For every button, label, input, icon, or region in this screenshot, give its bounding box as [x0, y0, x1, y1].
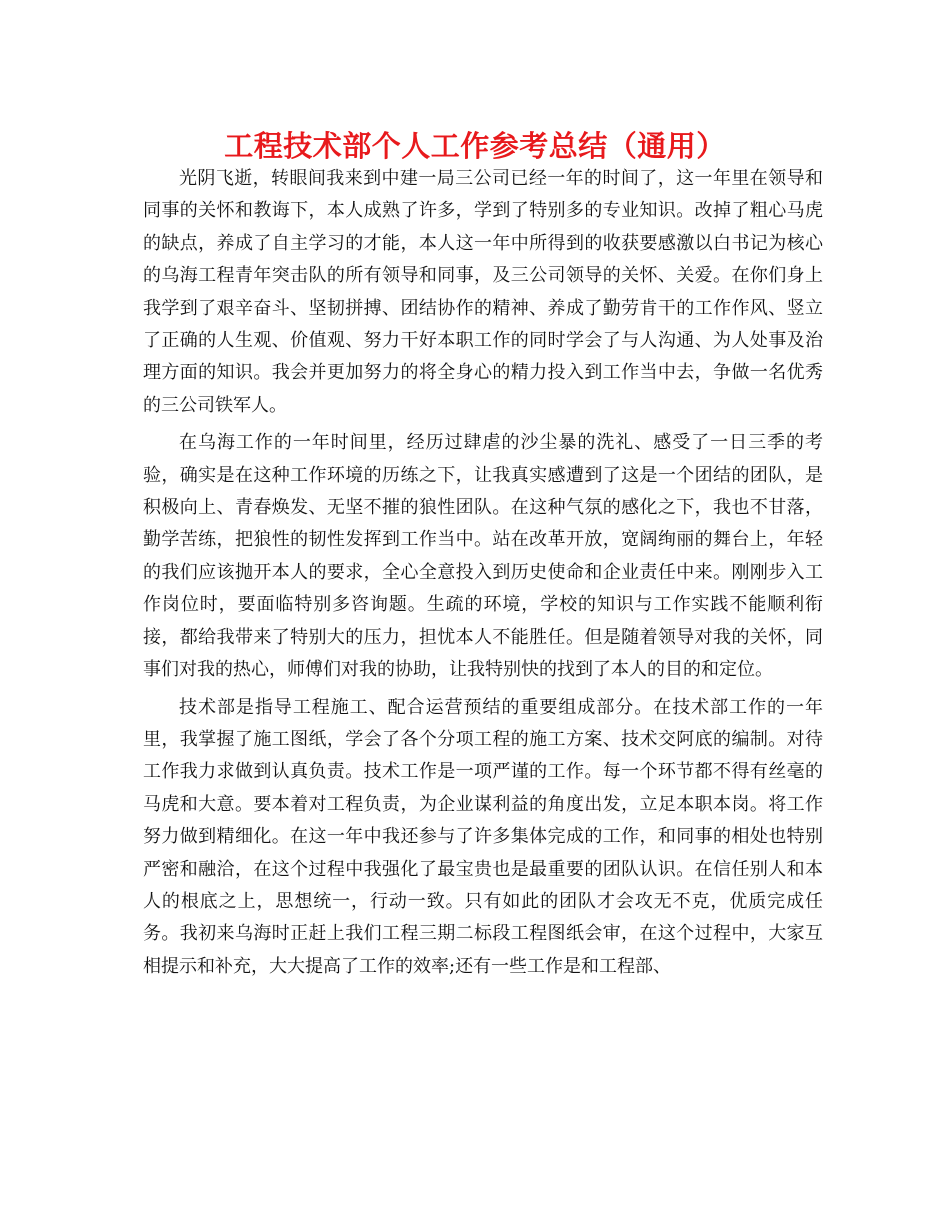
- document-body: [143, 163, 823, 988]
- body-paragraph-1: 光阴飞逝，转眼间我来到中建一局三公司已经一年的时间了，这一年里在领导和同事的关怀和教诲下，本人成熟了许多，学到了特别多的专业知识。改掉了粗心马虎的缺点，养成了自主学习的才能，本人这一年中所得到的收获要感激以白书记为核心的乌海工程青年突击队的所有领导和同事，及三公司领导的关怀、关爱。在你们身上我学到了艰辛奋斗、坚韧拼搏、团结协作的精神、养成了勤劳肯干的工作作风、竖立了正确的人生观、价值观、努力干好本职工作的同时学会了与人沟通、为人处事及治理方面的知识。我会并更加努力的将全身心的精力投入到工作当中去，争做一名优秀的三公司铁军人。: [143, 168, 823, 416]
- body-paragraph-2: 在乌海工作的一年时间里，经历过肆虐的沙尘暴的洗礼、感受了一日三季的考验，确实是在这种工作环境的历练之下，让我真实感遭到了这是一个团结的团队，是积极向上、青春焕发、无坚不摧的狼性团队。在这种气氛的感化之下，我也不甘落，勤学苦练，把狼性的韧性发挥到工作当中。站在改革开放，宽阔绚丽的舞台上，年轻的我们应该抛开本人的要求，全心全意投入到历史使命和企业责任中来。刚刚步入工作岗位时，要面临特别多咨询题。生疏的环境，学校的知识与工作实践不能顺利衔接，都给我带来了特别大的压力，担忧本人不能胜任。但是随着领导对我的关怀，同事们对我的热心，师傅们对我的协助，让我特别快的找到了本人的目的和定位。: [143, 432, 823, 681]
- body-paragraph-3: 技术部是指导工程施工、配合运营预结的重要组成部分。在技术部工作的一年里，我掌握了施工图纸，学会了各个分项工程的施工方案、技术交阿底的编制。对待工作我力求做到认真负责。技术工作是一项严谨的工作。每一个环节都不得有丝毫的马虎和大意。要本着对工程负责，为企业谋利益的角度出发，立足本职本岗。将工作努力做到精细化。在这一年中我还参与了许多集体完成的工作，和同事的相处也特别严密和融洽，在这个过程中我强化了最宝贵也是最重要的团队认识。在信任别人和本人的根底之上，思想统一，行动一致。只有如此的团队才会攻无不克，优质完成任务。我初来乌海时正赶上我们工程三期二标段工程图纸会审，在这个过程中，大家互相提示和补充，大大提高了工作的效率;还有一些工作是和工程部、: [143, 696, 823, 977]
- document-title: 工程技术部个人工作参考总结（通用）: [224, 129, 726, 163]
